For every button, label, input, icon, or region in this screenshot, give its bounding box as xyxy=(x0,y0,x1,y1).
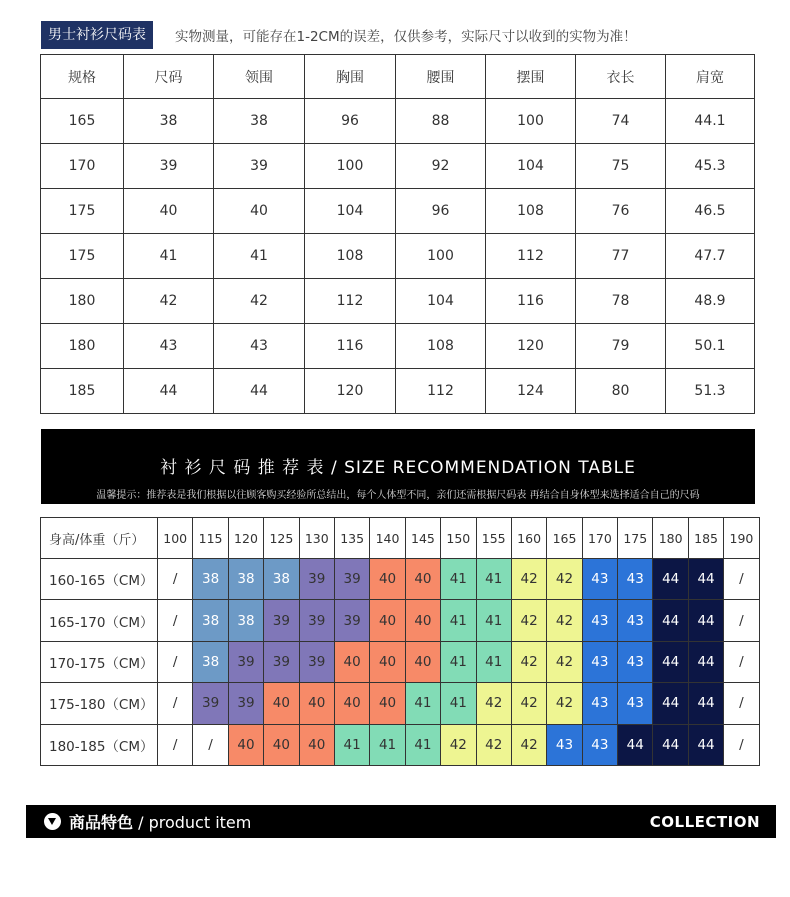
weight-header-cell: 115 xyxy=(193,518,228,559)
size-table-cell: 100 xyxy=(486,99,576,144)
size-table-cell: 112 xyxy=(305,279,396,324)
size-table-cell: 45.3 xyxy=(666,144,755,189)
size-recommendation-cell: 43 xyxy=(547,724,582,765)
size-recommendation-cell: 39 xyxy=(264,641,299,682)
size-recommendation-cell: 44 xyxy=(688,683,723,724)
table-row xyxy=(41,279,755,324)
size-recommendation-cell: / xyxy=(724,600,759,641)
size-recommendation-cell: / xyxy=(158,683,193,724)
size-table-cell: 108 xyxy=(486,189,576,234)
size-recommendation-cell: / xyxy=(158,559,193,600)
size-recommendation-cell: 40 xyxy=(370,559,405,600)
size-recommendation-cell: 41 xyxy=(441,559,476,600)
size-recommendation-cell: 38 xyxy=(228,600,263,641)
size-recommendation-cell: 43 xyxy=(618,600,653,641)
size-table-cell: 39 xyxy=(124,144,214,189)
size-table-cell: 96 xyxy=(305,99,396,144)
weight-header-cell: 140 xyxy=(370,518,405,559)
size-recommendation-cell: 41 xyxy=(476,641,511,682)
rec-table-header-row xyxy=(41,518,760,559)
size-recommendation-cell: 40 xyxy=(370,683,405,724)
size-recommendation-cell: 43 xyxy=(582,641,617,682)
size-recommendation-cell: 42 xyxy=(511,724,546,765)
size-table-cell: 50.1 xyxy=(666,324,755,369)
size-recommendation-cell: 40 xyxy=(299,683,334,724)
size-chart-badge: 男士衬衫尺码表 xyxy=(41,21,153,49)
size-table-header-row xyxy=(41,55,755,99)
table-row xyxy=(41,189,755,234)
size-table-header-cell: 领围 xyxy=(214,55,305,99)
size-table-cell: 124 xyxy=(486,369,576,414)
recommendation-table xyxy=(40,517,760,766)
size-recommendation-cell: 41 xyxy=(476,600,511,641)
size-recommendation-cell: 40 xyxy=(370,641,405,682)
table-row xyxy=(41,724,760,765)
size-recommendation-cell: 41 xyxy=(441,600,476,641)
size-table-cell: 116 xyxy=(486,279,576,324)
size-recommendation-cell: 44 xyxy=(653,724,688,765)
height-range-label: 175-180（CM） xyxy=(41,683,158,724)
size-recommendation-cell: 39 xyxy=(264,600,299,641)
size-table-cell: 104 xyxy=(305,189,396,234)
size-recommendation-cell: 43 xyxy=(582,600,617,641)
weight-header-cell: 170 xyxy=(582,518,617,559)
size-table-cell: 75 xyxy=(576,144,666,189)
size-table-cell: 79 xyxy=(576,324,666,369)
size-table-cell: 47.7 xyxy=(666,234,755,279)
size-table-cell: 40 xyxy=(214,189,305,234)
size-recommendation-cell: 40 xyxy=(370,600,405,641)
size-recommendation-cell: 41 xyxy=(334,724,369,765)
size-recommendation-cell: 43 xyxy=(582,724,617,765)
size-recommendation-cell: 38 xyxy=(193,641,228,682)
size-recommendation-cell: / xyxy=(193,724,228,765)
size-recommendation-cell: 39 xyxy=(299,641,334,682)
size-recommendation-cell: 39 xyxy=(228,683,263,724)
height-range-label: 160-165（CM） xyxy=(41,559,158,600)
size-table-cell: 100 xyxy=(396,234,486,279)
rec-table-corner: 身高/体重（斤） xyxy=(41,518,158,559)
height-range-label: 165-170（CM） xyxy=(41,600,158,641)
recommendation-banner xyxy=(41,429,755,504)
size-recommendation-cell: 44 xyxy=(653,683,688,724)
weight-header-cell: 100 xyxy=(158,518,193,559)
size-recommendation-cell: / xyxy=(724,559,759,600)
size-recommendation-cell: 44 xyxy=(688,600,723,641)
size-table-cell: 120 xyxy=(486,324,576,369)
footer-title-cn: 商品特色 xyxy=(69,813,134,832)
size-recommendation-cell: 44 xyxy=(688,559,723,600)
size-recommendation-cell: 40 xyxy=(334,641,369,682)
banner-subtitle: 温馨提示：推荐表是我们根据以往顾客购买经验所总结出，每个人体型不同，亲们还需根据尺码表 再结合自身体型来选择适合自己的尺码 xyxy=(96,490,700,501)
size-recommendation-cell: 41 xyxy=(405,724,440,765)
size-table-header-cell: 腰围 xyxy=(396,55,486,99)
size-recommendation-cell: 40 xyxy=(405,600,440,641)
size-recommendation-cell: 39 xyxy=(334,559,369,600)
size-table-cell: 44.1 xyxy=(666,99,755,144)
size-recommendation-cell: 44 xyxy=(688,724,723,765)
size-recommendation-cell: / xyxy=(158,724,193,765)
size-table-cell: 100 xyxy=(305,144,396,189)
size-table-cell: 165 xyxy=(41,99,124,144)
table-row xyxy=(41,324,755,369)
size-recommendation-cell: 44 xyxy=(618,724,653,765)
size-recommendation-cell: 38 xyxy=(193,559,228,600)
size-recommendation-cell: / xyxy=(158,600,193,641)
size-table-cell: 48.9 xyxy=(666,279,755,324)
size-recommendation-cell: 40 xyxy=(264,683,299,724)
size-recommendation-cell: 38 xyxy=(228,559,263,600)
weight-header-cell: 180 xyxy=(653,518,688,559)
size-table-cell: 41 xyxy=(124,234,214,279)
footer-title xyxy=(69,810,251,833)
size-table-cell: 41 xyxy=(214,234,305,279)
size-table-header-cell: 肩宽 xyxy=(666,55,755,99)
size-table-cell: 51.3 xyxy=(666,369,755,414)
size-table-cell: 42 xyxy=(124,279,214,324)
size-recommendation-cell: 40 xyxy=(405,641,440,682)
weight-header-cell: 130 xyxy=(299,518,334,559)
weight-header-cell: 190 xyxy=(724,518,759,559)
size-table-header-cell: 尺码 xyxy=(124,55,214,99)
weight-header-cell: 165 xyxy=(547,518,582,559)
weight-header-cell: 155 xyxy=(476,518,511,559)
table-row xyxy=(41,144,755,189)
size-table-header-cell: 规格 xyxy=(41,55,124,99)
size-recommendation-cell: 43 xyxy=(618,641,653,682)
size-table-cell: 76 xyxy=(576,189,666,234)
table-row xyxy=(41,683,760,724)
size-recommendation-cell: 41 xyxy=(405,683,440,724)
size-recommendation-cell: / xyxy=(158,641,193,682)
size-table-cell: 180 xyxy=(41,279,124,324)
size-recommendation-cell: 41 xyxy=(370,724,405,765)
size-table-cell: 38 xyxy=(124,99,214,144)
weight-header-cell: 160 xyxy=(511,518,546,559)
size-recommendation-cell: 42 xyxy=(511,641,546,682)
size-recommendation-cell: 38 xyxy=(193,600,228,641)
size-table-cell: 180 xyxy=(41,324,124,369)
size-table xyxy=(40,54,755,414)
size-recommendation-cell: 44 xyxy=(653,559,688,600)
size-table-cell: 175 xyxy=(41,189,124,234)
size-recommendation-cell: 42 xyxy=(511,683,546,724)
table-header xyxy=(41,21,637,49)
banner-title: 衬 衫 尺 码 推 荐 表 / SIZE RECOMMENDATION TABLE xyxy=(160,458,636,478)
size-table-cell: 38 xyxy=(214,99,305,144)
size-recommendation-cell: 41 xyxy=(441,683,476,724)
weight-header-cell: 175 xyxy=(618,518,653,559)
size-table-header-cell: 胸围 xyxy=(305,55,396,99)
size-recommendation-cell: 42 xyxy=(547,641,582,682)
size-table-cell: 104 xyxy=(486,144,576,189)
size-recommendation-cell: 43 xyxy=(618,683,653,724)
size-recommendation-cell: / xyxy=(724,641,759,682)
heart-badge-icon xyxy=(44,813,61,830)
size-table-cell: 104 xyxy=(396,279,486,324)
table-row xyxy=(41,99,755,144)
size-table-cell: 170 xyxy=(41,144,124,189)
size-table-cell: 44 xyxy=(214,369,305,414)
size-table-cell: 74 xyxy=(576,99,666,144)
size-table-cell: 40 xyxy=(124,189,214,234)
size-recommendation-cell: 39 xyxy=(299,559,334,600)
weight-header-cell: 120 xyxy=(228,518,263,559)
size-table-cell: 96 xyxy=(396,189,486,234)
size-recommendation-cell: 40 xyxy=(299,724,334,765)
product-feature-bar xyxy=(26,805,776,838)
size-table-cell: 108 xyxy=(305,234,396,279)
size-table-cell: 44 xyxy=(124,369,214,414)
size-table-cell: 116 xyxy=(305,324,396,369)
collection-label: COLLECTION xyxy=(649,812,760,831)
size-recommendation-cell: 42 xyxy=(511,600,546,641)
size-recommendation-cell: 40 xyxy=(264,724,299,765)
size-table-cell: 43 xyxy=(124,324,214,369)
size-table-header-cell: 摆围 xyxy=(486,55,576,99)
table-row xyxy=(41,600,760,641)
size-recommendation-cell: 42 xyxy=(441,724,476,765)
size-recommendation-cell: / xyxy=(724,724,759,765)
size-recommendation-cell: 40 xyxy=(334,683,369,724)
table-row xyxy=(41,641,760,682)
size-recommendation-cell: 44 xyxy=(688,641,723,682)
height-range-label: 180-185（CM） xyxy=(41,724,158,765)
size-recommendation-cell: 42 xyxy=(547,559,582,600)
size-table-cell: 112 xyxy=(486,234,576,279)
size-recommendation-cell: 43 xyxy=(618,559,653,600)
weight-header-cell: 185 xyxy=(688,518,723,559)
table-row xyxy=(41,234,755,279)
size-recommendation-cell: 38 xyxy=(264,559,299,600)
size-table-cell: 46.5 xyxy=(666,189,755,234)
size-recommendation-cell: / xyxy=(724,683,759,724)
size-table-cell: 88 xyxy=(396,99,486,144)
size-table-cell: 112 xyxy=(396,369,486,414)
weight-header-cell: 150 xyxy=(441,518,476,559)
size-recommendation-cell: 42 xyxy=(547,600,582,641)
weight-header-cell: 125 xyxy=(264,518,299,559)
size-recommendation-cell: 39 xyxy=(334,600,369,641)
size-recommendation-cell: 42 xyxy=(547,683,582,724)
size-recommendation-cell: 41 xyxy=(441,641,476,682)
height-range-label: 170-175（CM） xyxy=(41,641,158,682)
weight-header-cell: 135 xyxy=(334,518,369,559)
size-recommendation-cell: 39 xyxy=(193,683,228,724)
size-table-cell: 42 xyxy=(214,279,305,324)
size-recommendation-cell: 39 xyxy=(228,641,263,682)
size-recommendation-cell: 43 xyxy=(582,559,617,600)
size-table-cell: 92 xyxy=(396,144,486,189)
size-table-cell: 120 xyxy=(305,369,396,414)
size-recommendation-cell: 40 xyxy=(228,724,263,765)
size-table-cell: 185 xyxy=(41,369,124,414)
size-table-cell: 78 xyxy=(576,279,666,324)
size-recommendation-cell: 40 xyxy=(405,559,440,600)
size-table-cell: 80 xyxy=(576,369,666,414)
size-recommendation-cell: 43 xyxy=(582,683,617,724)
size-table-cell: 39 xyxy=(214,144,305,189)
weight-header-cell: 145 xyxy=(405,518,440,559)
size-recommendation-cell: 44 xyxy=(653,641,688,682)
footer-title-en: / product item xyxy=(133,813,252,832)
size-recommendation-cell: 42 xyxy=(476,683,511,724)
size-table-cell: 175 xyxy=(41,234,124,279)
table-row xyxy=(41,559,760,600)
size-table-cell: 43 xyxy=(214,324,305,369)
table-row xyxy=(41,369,755,414)
size-table-cell: 77 xyxy=(576,234,666,279)
size-recommendation-cell: 42 xyxy=(476,724,511,765)
size-recommendation-cell: 39 xyxy=(299,600,334,641)
measurement-note: 实物测量，可能存在1-2CM的误差，仅供参考，实际尺寸以收到的实物为准！ xyxy=(175,29,637,45)
size-recommendation-cell: 42 xyxy=(511,559,546,600)
size-table-cell: 108 xyxy=(396,324,486,369)
size-recommendation-cell: 44 xyxy=(653,600,688,641)
size-table-header-cell: 衣长 xyxy=(576,55,666,99)
size-recommendation-cell: 41 xyxy=(476,559,511,600)
